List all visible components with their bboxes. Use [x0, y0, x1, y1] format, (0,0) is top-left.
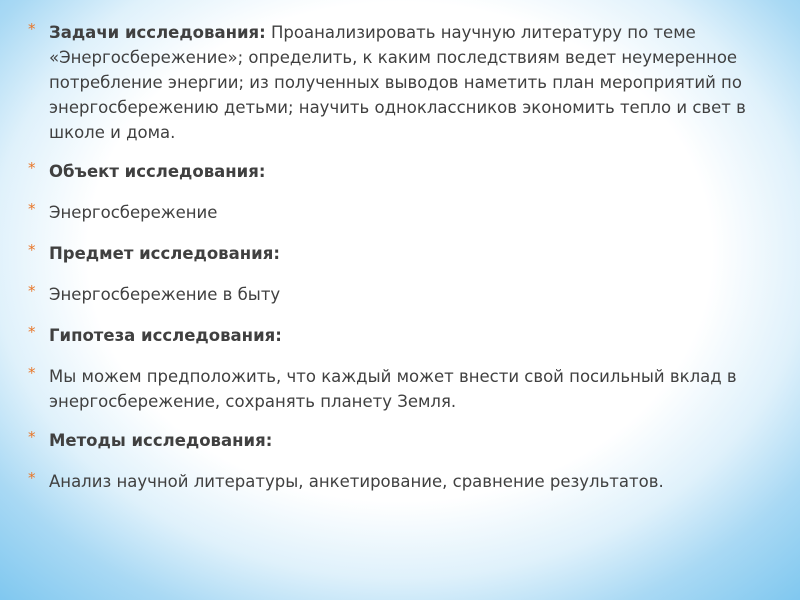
methods-text-item [24, 469, 780, 494]
subject-label: Предмет исследования: [49, 244, 280, 263]
bullet-icon: * [28, 159, 36, 177]
hypothesis-label: Гипотеза исследования: [49, 326, 282, 345]
bullet-icon: * [28, 200, 36, 218]
methods-label-item [24, 428, 780, 453]
hypothesis-text: Мы можем предположить, что каждый может внести свой посильный вклад в энергосбережение, сохранять планету Земля. [49, 367, 737, 411]
tasks-text: Проанализировать научную литературу по теме «Энергосбережение»; определить, к каким последствиям ведет неумеренное потребление энергии; из полученных выводов наметить план мероприятий по энергосбережению детьми; научить одноклассников экономить тепло и свет в школе и дома. [49, 23, 746, 142]
bullet-icon: * [28, 469, 36, 487]
tasks-label: Задачи исследования: [49, 23, 266, 42]
tasks-item [24, 20, 780, 145]
hypothesis-label-item [24, 323, 780, 348]
subject-text: Энергосбережение в быту [49, 285, 281, 304]
subject-text-item [24, 282, 780, 307]
object-text-item [24, 200, 780, 225]
methods-text: Анализ научной литературы, анкетирование, сравнение результатов. [49, 472, 664, 491]
bullet-icon: * [28, 241, 36, 259]
bullet-icon: * [28, 282, 36, 300]
bullet-icon: * [28, 428, 36, 446]
hypothesis-text-item [24, 364, 780, 414]
bullet-icon: * [28, 20, 36, 38]
bullet-icon: * [28, 323, 36, 341]
object-label-item [24, 159, 780, 184]
slide-content [24, 20, 780, 510]
object-label: Объект исследования: [49, 162, 266, 181]
methods-label: Методы исследования: [49, 431, 273, 450]
subject-label-item [24, 241, 780, 266]
object-text: Энергосбережение [49, 203, 218, 222]
bullet-icon: * [28, 364, 36, 382]
